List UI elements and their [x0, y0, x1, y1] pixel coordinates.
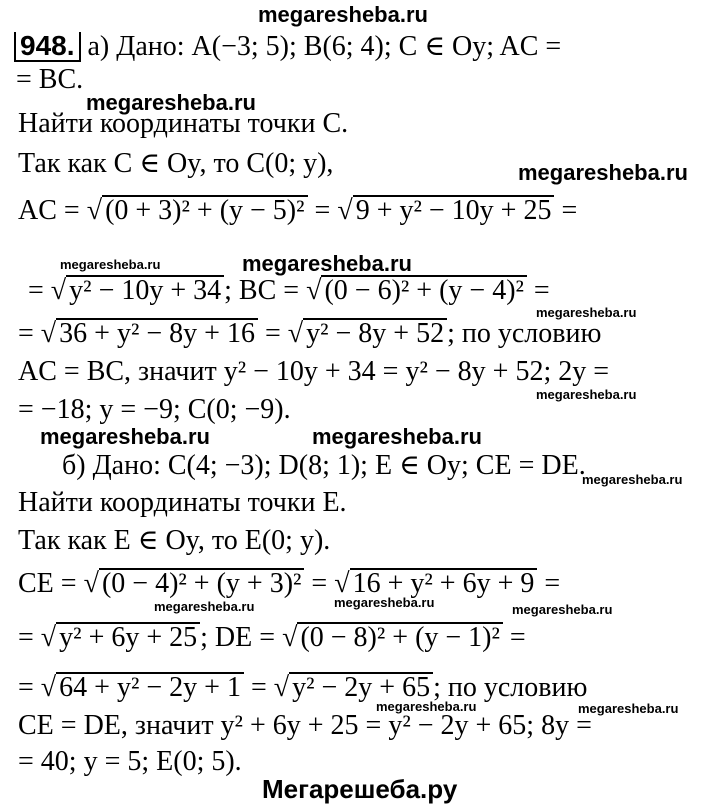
watermark: megaresheba.ru: [536, 387, 637, 402]
formula-line: CE = √ (0 − 4)² + (y + 3)² = √ 16 + y² + 6y + 9 =: [18, 568, 561, 599]
formula-line: = √ 36 + y² − 8y + 16 = √ y² − 8y + 52 ; по условию: [18, 318, 602, 349]
formula-line: AC = BC, значит y² − 10y + 34 = y² − 8y + 52; 2y =: [18, 356, 610, 387]
formula-text: =: [502, 622, 526, 653]
watermark: megaresheba.ru: [582, 472, 683, 487]
watermark: megaresheba.ru: [40, 424, 210, 449]
watermark: megaresheba.ru: [334, 595, 435, 610]
watermark: megaresheba.ru: [578, 701, 679, 716]
formula-text: =: [18, 622, 41, 653]
formula-text: =: [307, 195, 338, 226]
formula-line: AC = √ (0 + 3)² + (y − 5)² = √ 9 + y² − 10y + 25 =: [18, 195, 578, 226]
formula-text: =: [554, 195, 578, 226]
problem-line: Так как C ∈ Oy, то C(0; y),: [18, 148, 334, 179]
problem-line: Найти координаты точки E.: [18, 487, 347, 518]
formula-text: ; BC =: [224, 275, 307, 306]
formula-text: =: [243, 672, 274, 703]
radical: (0 − 4)² + (y + 3)²: [99, 568, 304, 598]
formula-text: =: [18, 672, 41, 703]
watermark-bottom: Мегарешеба.ру: [262, 774, 458, 804]
formula-line: CE = DE, значит y² + 6y + 25 = y² − 2y + 65; 8y =: [18, 710, 592, 741]
problem-line: [14, 32, 561, 62]
formula-text: ; по условию: [433, 672, 588, 703]
formula-line: = 40; y = 5; E(0; 5).: [18, 746, 242, 777]
radical: y² − 10y + 34: [66, 275, 224, 305]
watermark: megaresheba.ru: [312, 424, 482, 449]
formula-line: = √ y² − 10y + 34 ; BC = √ (0 − 6)² + (y − 4)² =: [28, 275, 550, 306]
radical: (0 + 3)² + (y − 5)²: [102, 195, 307, 225]
radical: y² − 2y + 65: [289, 672, 433, 702]
formula-text: =: [304, 568, 335, 599]
watermark: megaresheba.ru: [536, 305, 637, 320]
watermark: megaresheba.ru: [512, 602, 613, 617]
problem-line: Так как E ∈ Oy, то E(0; y).: [18, 525, 331, 556]
radical: 64 + y² − 2y + 1: [56, 672, 244, 702]
formula-text: AC =: [18, 195, 87, 226]
formula-text: ; по условию: [447, 318, 602, 349]
formula-text: =: [18, 318, 41, 349]
watermark: megaresheba.ru: [376, 699, 477, 714]
watermark-top: megaresheba.ru: [258, 2, 428, 27]
formula-text: CE =: [18, 568, 84, 599]
watermark: megaresheba.ru: [154, 599, 255, 614]
radical: y² + 6y + 25: [56, 622, 200, 652]
formula-line: = √ 64 + y² − 2y + 1 = √ y² − 2y + 65 ; по условию: [18, 672, 588, 703]
watermark: megaresheba.ru: [86, 90, 256, 115]
problem-number: 948.: [14, 32, 81, 62]
watermark: megaresheba.ru: [242, 251, 412, 276]
radical: 36 + y² − 8y + 16: [56, 318, 258, 348]
formula-text: =: [257, 318, 288, 349]
formula-line: = −18; y = −9; C(0; −9).: [18, 394, 291, 425]
formula-line: = √ y² + 6y + 25 ; DE = √ (0 − 8)² + (y − 1)² =: [18, 622, 526, 653]
radical: 16 + y² + 6y + 9: [350, 568, 538, 598]
problem-line: б) Дано: C(4; −3); D(8; 1); E ∈ Oy; CE = DE.: [62, 450, 586, 481]
formula-text: ; DE =: [200, 622, 283, 653]
radical: (0 − 6)² + (y − 4)²: [321, 275, 526, 305]
problem-text: а) Дано: A(−3; 5); B(6; 4); C ∈ Oy; AC =: [87, 31, 562, 62]
formula-text: =: [537, 568, 561, 599]
watermark: megaresheba.ru: [518, 160, 688, 185]
radical: y² − 8y + 52: [303, 318, 447, 348]
problem-line: Найти координаты точки C.: [18, 108, 349, 139]
radical: (0 − 8)² + (y − 1)²: [297, 622, 502, 652]
formula-text: =: [526, 275, 550, 306]
problem-line: = BC.: [16, 64, 84, 95]
radical: 9 + y² − 10y + 25: [353, 195, 555, 225]
formula-text: =: [28, 275, 51, 306]
watermark: megaresheba.ru: [60, 257, 161, 272]
